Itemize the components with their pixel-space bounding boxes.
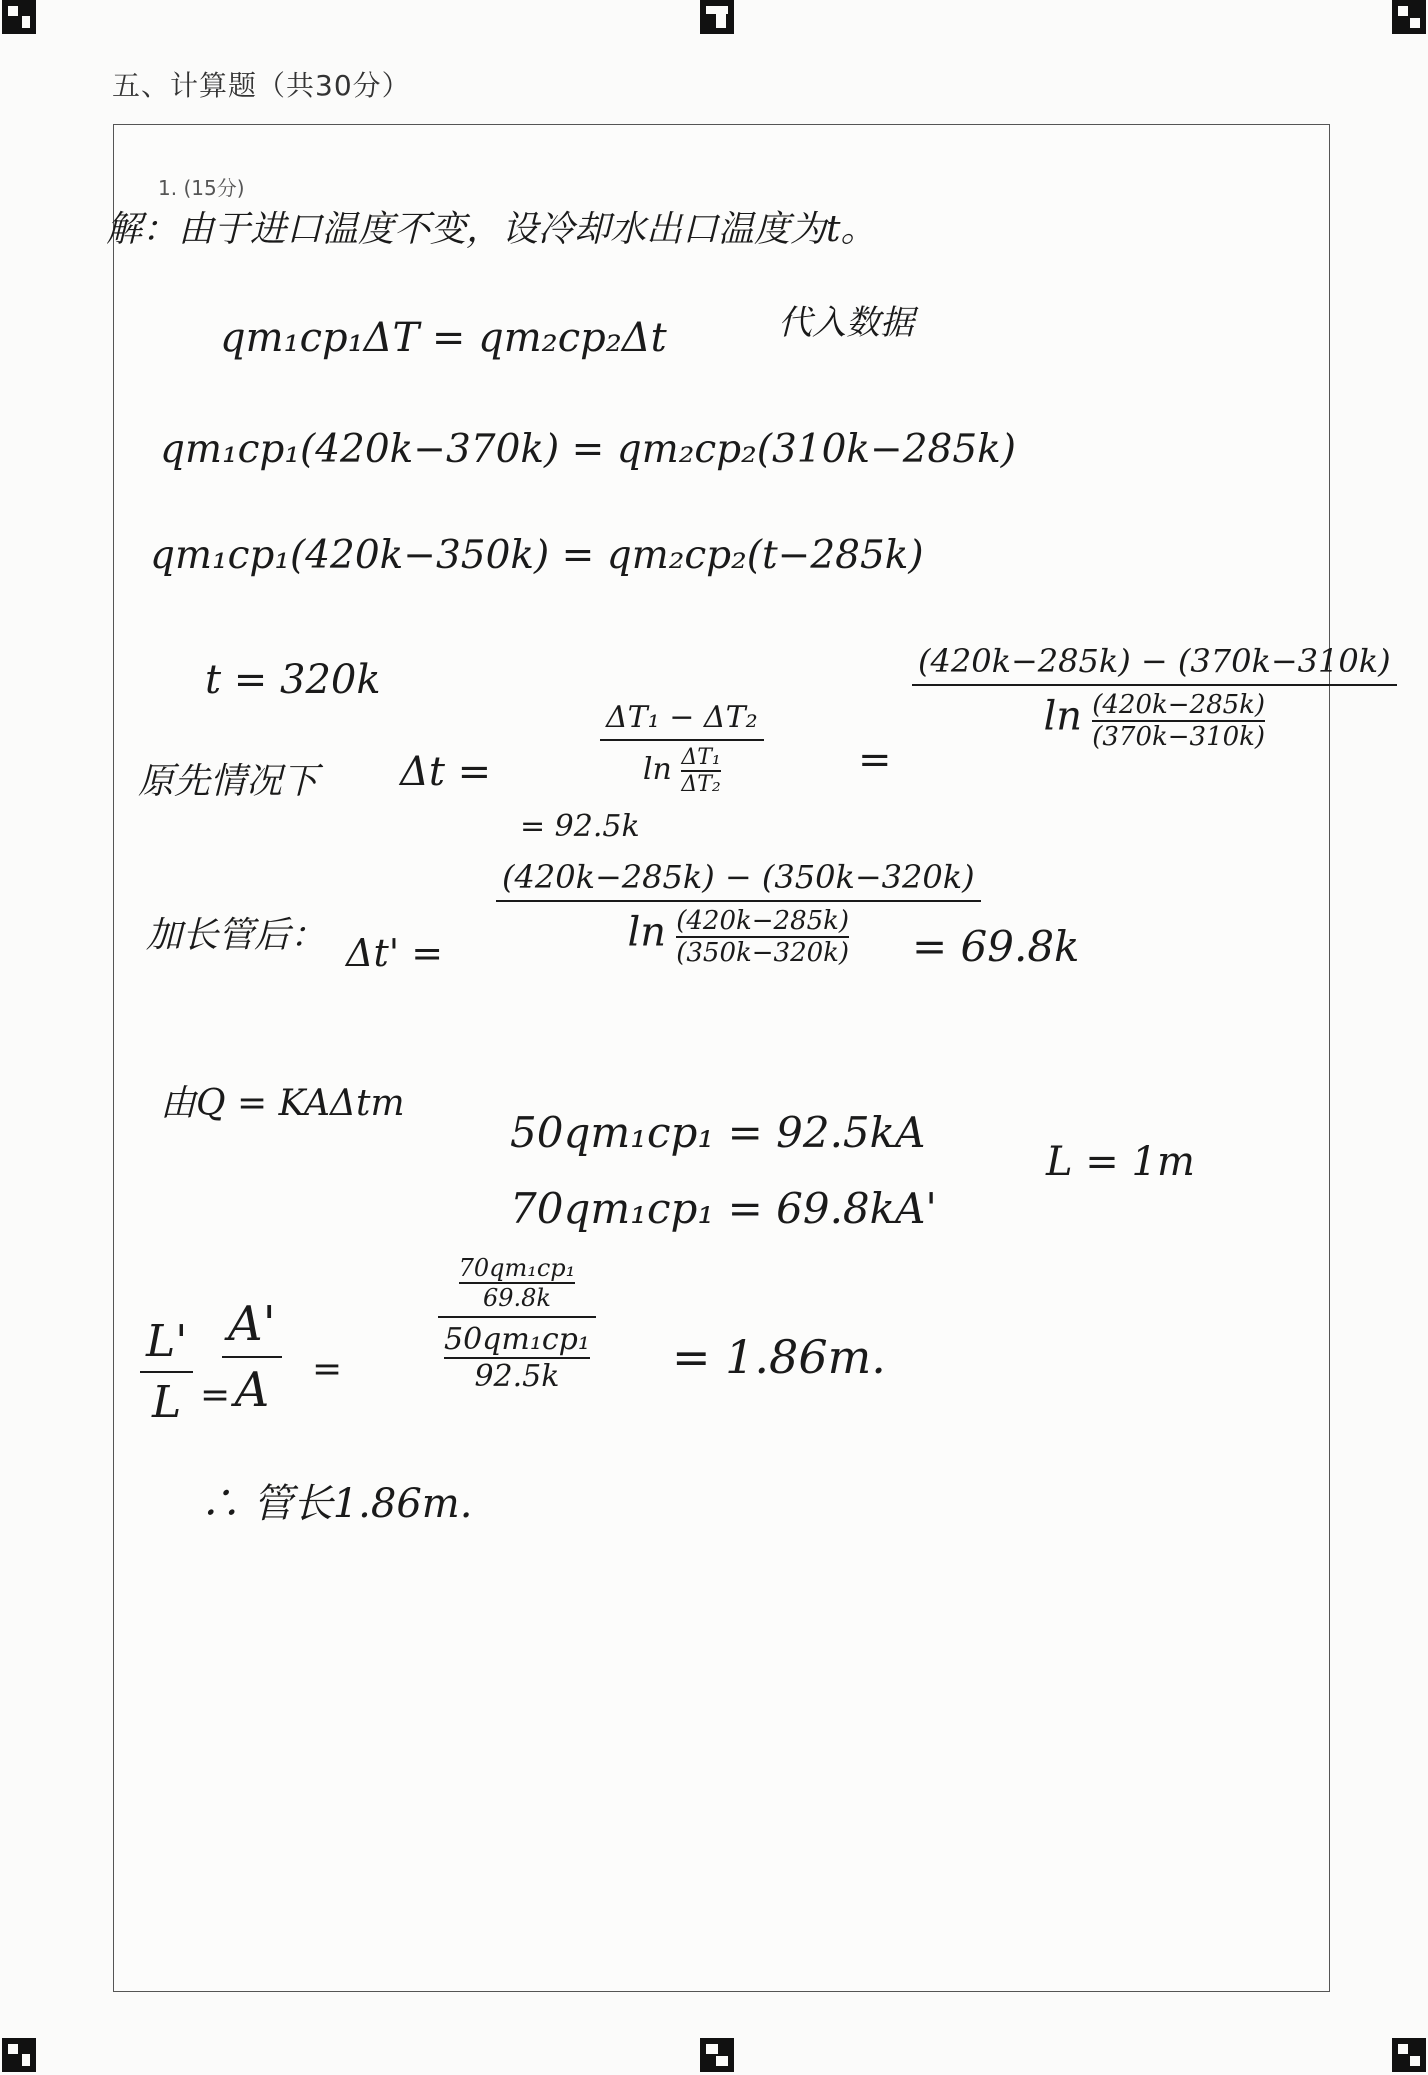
note-original-length: L = 1m [1046, 1139, 1195, 1185]
extended-lmtd-lhs: Δt' = [346, 931, 444, 975]
ratio-equals-1: = [200, 1375, 231, 1416]
lmtd-definition-fraction [600, 700, 764, 797]
equation-heat-balance: qm₁cp₁ΔT = qm₂cp₂Δt [220, 315, 667, 361]
ln-symbol: ln [627, 909, 667, 956]
equation-new: qm₁cp₁(420k−350k) = qm₂cp₂(t−285k) [150, 533, 924, 578]
answer-box [113, 124, 1330, 1992]
lmtd-definition-numerator: ΔT₁ − ΔT₂ [606, 700, 758, 735]
ln-inner-numerator: (420k−285k) [676, 906, 850, 936]
ln-symbol: ln [642, 752, 672, 787]
ratio-equals-2: = [312, 1349, 343, 1390]
compound-top-denominator: 69.8k [482, 1284, 551, 1312]
ln-inner-denominator: ΔT₂ [681, 772, 721, 797]
length-ratio-fraction: L' L [140, 1316, 193, 1428]
compound-ratio-fraction [438, 1254, 596, 1394]
heat-transfer-equation: 由Q = KAΔtm [160, 1083, 405, 1124]
compound-bottom-numerator: 50qm₁cp₁ [444, 1322, 590, 1357]
ln-inner-denominator: (350k−320k) [676, 938, 850, 968]
compound-top-numerator: 70qm₁cp₁ [458, 1254, 576, 1282]
fiducial-marker-top-right [1392, 0, 1426, 34]
extended-case-label: 加长管后： [146, 915, 327, 956]
final-answer: ∴ 管长1.86m. [200, 1481, 473, 1527]
original-lmtd-numerator: (420k−285k) − (370k−310k) [918, 642, 1391, 680]
length-ratio-result: = 1.86m. [672, 1330, 886, 1384]
fiducial-marker-bottom-right [1392, 2038, 1426, 2072]
original-lmtd-lhs: Δt = [400, 749, 492, 795]
original-lmtd-equals: = [858, 737, 892, 783]
area-ratio-fraction: A' A [222, 1296, 282, 1418]
question-label: 1. (15分) [158, 176, 245, 200]
result-t: t = 320k [205, 657, 381, 703]
extended-lmtd-numerator: (420k−285k) − (350k−320k) [502, 858, 975, 896]
ln-symbol: ln [1043, 693, 1083, 740]
extended-lmtd-result: = 69.8k [912, 922, 1080, 971]
ln-inner-denominator: (370k−310k) [1092, 722, 1266, 752]
extended-lmtd-fraction [496, 858, 981, 968]
solution-intro: 解：由于进口温度不变，设冷却水出口温度为t。 [106, 209, 877, 250]
fiducial-marker-top-left [2, 0, 36, 34]
section-title: 五、计算题（共30分） [112, 69, 411, 102]
note-substitute-data: 代入数据 [778, 303, 914, 343]
equation-original: qm₁cp₁(420k−370k) = qm₂cp₂(310k−285k) [160, 427, 1017, 472]
fiducial-marker-bottom-left [2, 2038, 36, 2072]
ln-inner-numerator: (420k−285k) [1092, 690, 1266, 720]
original-lmtd-value-fraction [912, 642, 1397, 752]
equation-original-area: 50qm₁cp₁ = 92.5kA [510, 1108, 926, 1157]
original-case-label: 原先情况下 [138, 761, 319, 802]
compound-bottom-denominator: 92.5k [474, 1359, 560, 1394]
fiducial-marker-top-center [700, 0, 734, 34]
original-lmtd-result: = 92.5k [520, 809, 640, 844]
ln-inner-numerator: ΔT₁ [681, 745, 721, 770]
equation-extended-area: 70qm₁cp₁ = 69.8kA' [510, 1184, 937, 1233]
fiducial-marker-bottom-center [700, 2038, 734, 2072]
